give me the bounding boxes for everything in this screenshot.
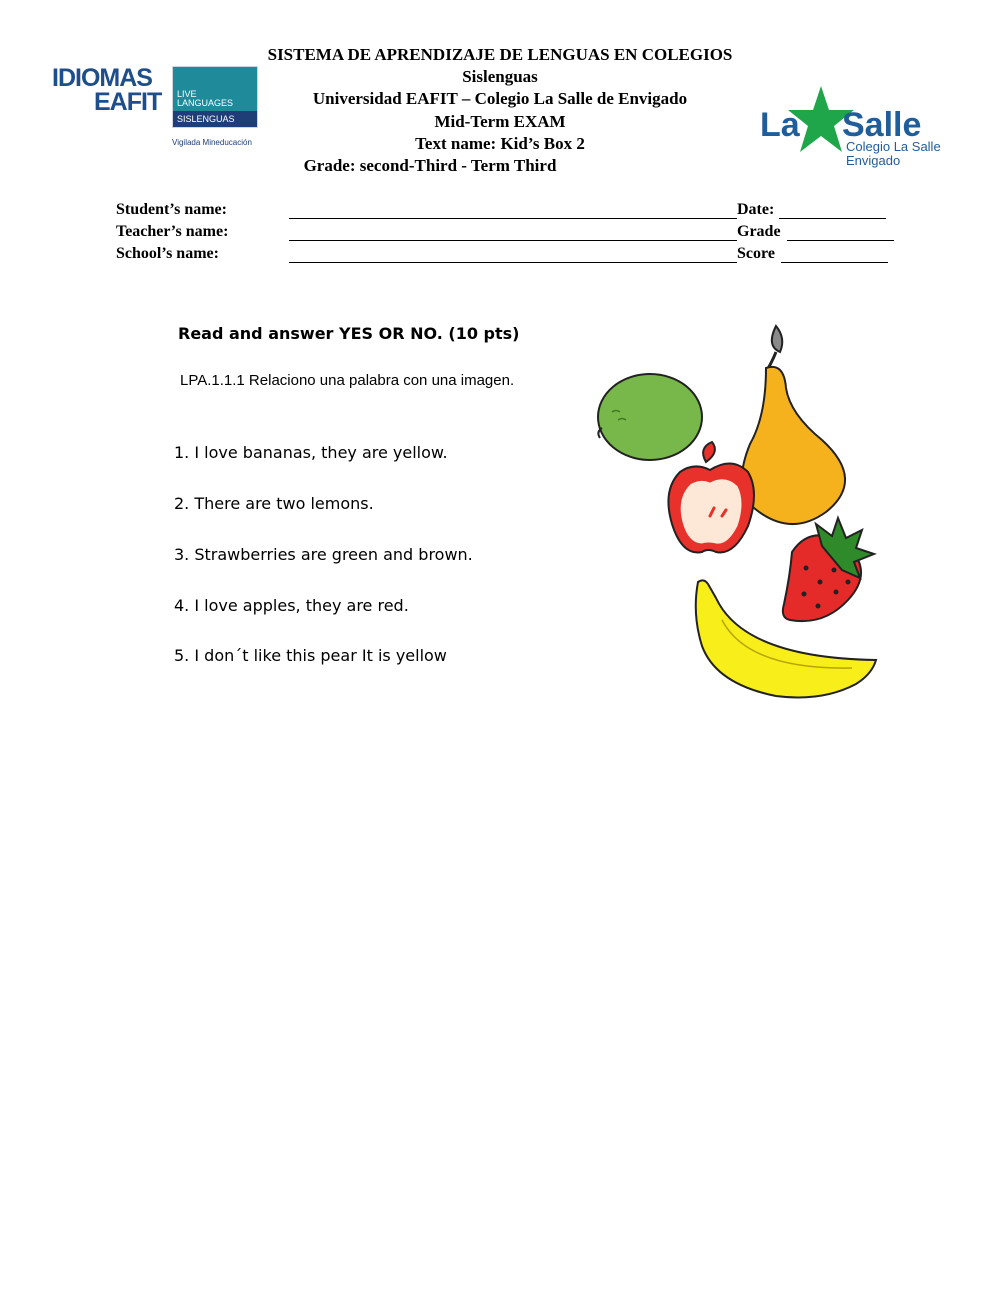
grade-line[interactable] <box>787 240 894 241</box>
score-label: Score <box>737 245 775 262</box>
score-line[interactable] <box>781 262 888 263</box>
header-line-5: Text name: Kid’s Box 2 <box>415 134 585 153</box>
eafit-logo-word-2: EAFIT <box>94 88 162 116</box>
header-line-6: Grade: second-Third - Term Third <box>303 156 557 175</box>
teacher-name-row <box>116 223 916 245</box>
lasalle-logo-word-1: La <box>760 106 800 144</box>
date-label: Date: <box>737 201 775 218</box>
statement-3: 3. Strawberries are green and brown. <box>174 545 473 564</box>
student-name-label: Student’s name: <box>116 201 227 218</box>
date-line[interactable] <box>779 218 886 219</box>
teacher-name-line[interactable] <box>289 240 737 241</box>
lasalle-logo-sub-2: Envigado <box>846 153 901 168</box>
eafit-box-line-2: LANGUAGES <box>177 98 234 108</box>
lasalle-logo-word-2: Salle <box>842 106 922 144</box>
eafit-logo-word-1: IDIOMAS <box>52 64 152 92</box>
header-line-4: Mid-Term EXAM <box>434 112 566 131</box>
school-name-row <box>116 245 916 267</box>
strawberry-icon <box>783 518 874 621</box>
fruits-illustration <box>590 320 910 720</box>
statement-4: 4. I love apples, they are red. <box>174 596 409 615</box>
eafit-box-line-3: SISLENGUAS <box>177 114 235 124</box>
lasalle-logo <box>758 84 953 174</box>
apple-icon <box>668 442 754 552</box>
exercise-title: Read and answer YES OR NO. (10 pts) <box>178 324 520 343</box>
lasalle-logo-sub-1: Colegio La Salle <box>846 139 941 154</box>
statement-2: 2. There are two lemons. <box>174 494 374 513</box>
grade-label: Grade <box>737 223 781 240</box>
eafit-logo-sub: Vigilada Mineducación <box>172 138 252 147</box>
teacher-name-label: Teacher’s name: <box>116 223 229 240</box>
header-line-2: Sislenguas <box>462 67 538 86</box>
statement-1: 1. I love bananas, they are yellow. <box>174 443 448 462</box>
header-line-1: SISTEMA DE APRENDIZAJE DE LENGUAS EN COLEGIOS <box>267 45 733 64</box>
eafit-logo-box <box>172 66 258 128</box>
statement-5: 5. I don´t like this pear It is yellow <box>174 646 447 665</box>
eafit-logo <box>52 66 262 156</box>
pear-icon <box>742 326 845 524</box>
header-line-3: Universidad EAFIT – Colegio La Salle de Envigado <box>312 89 688 108</box>
lime-icon <box>598 374 702 460</box>
student-name-line[interactable] <box>289 218 737 219</box>
eafit-box-line-1: LIVE <box>177 89 197 99</box>
exercise-code: LPA.1.1.1 Relaciono una palabra con una imagen. <box>180 372 515 389</box>
school-name-label: School’s name: <box>116 245 219 262</box>
student-name-row <box>116 201 916 223</box>
school-name-line[interactable] <box>289 262 737 263</box>
